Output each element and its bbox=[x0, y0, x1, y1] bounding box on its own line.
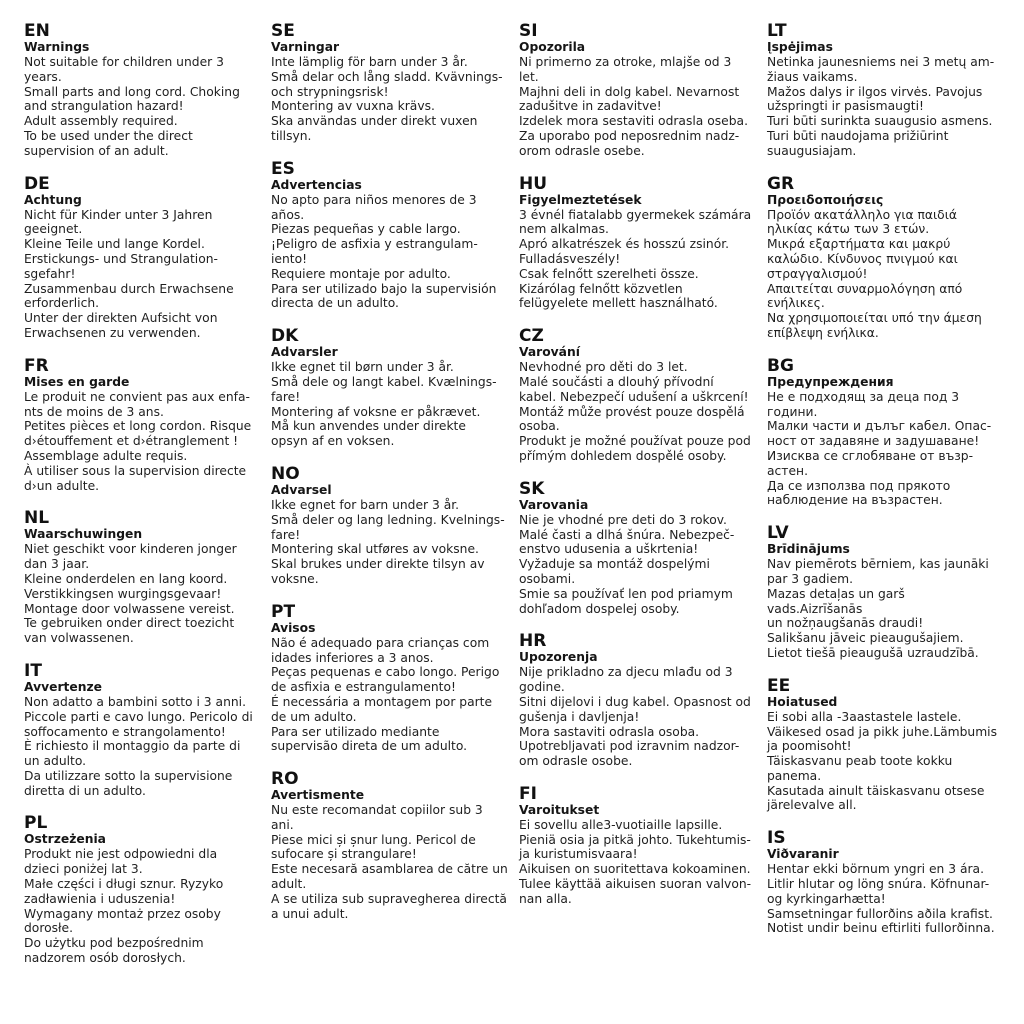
warning-line: Skal brukes under direkte tilsyn av bbox=[271, 557, 485, 572]
language-code: DK bbox=[271, 326, 299, 347]
warning-line: Unter der direkten Aufsicht von bbox=[24, 311, 218, 326]
warning-line: Upotrebljavati pod izravnim nadzor- bbox=[519, 739, 740, 754]
warning-line: Nu este recomandat copiilor sub 3 bbox=[271, 803, 483, 818]
warning-line: Malé součásti a dlouhý přívodní bbox=[519, 374, 714, 389]
language-code: PT bbox=[271, 601, 296, 622]
warning-heading: Warnings bbox=[24, 40, 90, 54]
warning-line: наблюдение на възрастен. bbox=[767, 493, 943, 508]
warning-line: Tulee käyttää aikuisen suoran valvon- bbox=[519, 877, 752, 892]
warning-text bbox=[519, 665, 759, 769]
warning-line: og kyrkingarhætta! bbox=[767, 891, 886, 906]
warning-section-nl bbox=[24, 509, 263, 646]
warning-line: directa de un adulto. bbox=[271, 296, 399, 311]
language-code: HU bbox=[519, 173, 548, 194]
warning-line: Fulladásveszély! bbox=[519, 251, 621, 266]
warning-line: Малки части и дълъг кабел. Опас- bbox=[767, 419, 992, 434]
warning-heading: Advertencias bbox=[271, 177, 362, 192]
warning-line: Litlir hlutar og löng snúra. Köfnunar- bbox=[767, 877, 990, 892]
warning-line: Väikesed osad ja pikk juhe.Lämbumis bbox=[767, 724, 998, 739]
warning-line: d›un adulte. bbox=[24, 478, 100, 493]
language-column-2 bbox=[271, 22, 519, 1024]
warning-section-ro bbox=[271, 770, 511, 921]
warning-line: žiaus vaikams. bbox=[767, 69, 858, 84]
warning-line: Mažos dalys ir ilgos virvės. Pavojus bbox=[767, 84, 983, 99]
warning-line: Nevhodné pro děti do 3 let. bbox=[519, 360, 688, 375]
warning-line: Montage door volwassene vereist. bbox=[24, 601, 235, 616]
warning-text bbox=[767, 390, 999, 508]
warning-line: Piccole parti e cavo lungo. Pericolo di bbox=[24, 709, 253, 724]
warning-line: στραγγαλισμού! bbox=[767, 266, 868, 281]
warning-heading: Varningar bbox=[271, 40, 340, 54]
warning-line: 3 évnél fiatalabb gyermekek számára bbox=[519, 207, 752, 222]
warning-text bbox=[24, 695, 263, 799]
warning-heading: Advarsler bbox=[271, 345, 338, 360]
warning-line: un adulto. bbox=[24, 754, 87, 769]
warning-line: idades inferiores a 3 anos. bbox=[271, 650, 434, 665]
warning-line: Piese mici și șnur lung. Pericol de bbox=[271, 832, 476, 847]
warning-text bbox=[24, 542, 263, 646]
warning-line: Wymagany montaż przez osoby bbox=[24, 906, 221, 921]
warning-text bbox=[767, 208, 999, 341]
warning-line: gušenja i davljenja! bbox=[519, 709, 640, 724]
warning-line: Sitni dijelovi i dug kabel. Opasnost od bbox=[519, 694, 751, 709]
warning-text bbox=[271, 193, 511, 311]
warning-line: Hentar ekki börnum yngri en 3 ára. bbox=[767, 862, 984, 877]
warning-line: Para ser utilizado bajo la supervisión bbox=[271, 281, 497, 296]
warning-line: soffocamento e strangolamento! bbox=[24, 724, 226, 739]
warning-line: No apto para niños menores de 3 bbox=[271, 192, 477, 207]
warning-line: Täiskasvanu peab toote kokku bbox=[767, 754, 953, 769]
warning-line: suaugusiajam. bbox=[767, 143, 857, 158]
warning-heading: Advarsel bbox=[271, 482, 332, 497]
warning-line: Kizárólag felnőtt közvetlen bbox=[519, 281, 683, 296]
warning-section-se bbox=[271, 22, 511, 144]
warning-line: och strypningsrisk! bbox=[271, 84, 389, 99]
warning-section-bg bbox=[767, 357, 999, 508]
warning-line: Piezas pequeñas y cable largo. bbox=[271, 222, 461, 237]
language-code: FI bbox=[519, 783, 537, 804]
warning-line: Turi būti naudojama prižiūrint bbox=[767, 128, 949, 143]
warning-line: Απαιτείται συναρμολόγηση από bbox=[767, 281, 963, 296]
warning-line: Nav piemērots bērniem, kas jaunāki bbox=[767, 557, 989, 572]
warning-text bbox=[519, 360, 759, 464]
warning-line: Erwachsenen zu verwenden. bbox=[24, 325, 201, 340]
warning-line: Да се използва под прякото bbox=[767, 478, 951, 493]
warning-section-lv bbox=[767, 524, 999, 661]
warning-line: Ska användas under direkt vuxen bbox=[271, 114, 478, 129]
warning-line: години. bbox=[767, 404, 818, 419]
warning-line: van volwassenen. bbox=[24, 631, 134, 646]
warning-text bbox=[767, 55, 999, 159]
warning-line: de um adulto. bbox=[271, 709, 357, 724]
warning-line: geeignet. bbox=[24, 222, 83, 237]
warning-text bbox=[24, 847, 263, 965]
warning-text bbox=[767, 710, 999, 814]
warning-line: Nije prikladno za djecu mlađu od 3 bbox=[519, 665, 733, 680]
warning-line: Para ser utilizado mediante bbox=[271, 724, 440, 739]
warning-line: enstvo udusenia a uškrtenia! bbox=[519, 542, 699, 557]
warning-line: Do użytku pod bezpośrednim bbox=[24, 936, 204, 951]
warning-line: om odrasle osobe. bbox=[519, 754, 633, 769]
warning-line: years. bbox=[24, 69, 62, 84]
warning-line: Turi būti surinkta suaugusio asmens. bbox=[767, 114, 993, 129]
warning-line: Assemblage adulte requis. bbox=[24, 448, 188, 463]
warning-line: ενήλικες. bbox=[767, 296, 825, 311]
warning-line: Produkt nie jest odpowiedni dla bbox=[24, 847, 218, 862]
warning-line: Små delar och lång sladd. Kvävnings- bbox=[271, 69, 503, 84]
warning-line: erforderlich. bbox=[24, 296, 100, 311]
language-code: DE bbox=[24, 173, 50, 194]
warning-line: fare! bbox=[271, 527, 301, 542]
warning-line: Samsetningar fullorðins aðila krafist. bbox=[767, 906, 993, 921]
warning-line: Nicht für Kinder unter 3 Jahren bbox=[24, 207, 213, 222]
warning-line: osobami. bbox=[519, 571, 576, 586]
warning-text bbox=[519, 818, 759, 907]
warning-line: un nožņaugšanās draudi! bbox=[767, 616, 924, 631]
warning-heading: Varoitukset bbox=[519, 802, 600, 817]
warning-line: A se utiliza sub supravegherea directă bbox=[271, 891, 507, 906]
warning-line: Izdelek mora sestaviti odrasla oseba. bbox=[519, 114, 748, 129]
warning-section-no bbox=[271, 465, 511, 587]
warning-line: Não é adequado para crianças com bbox=[271, 635, 490, 650]
warning-heading: Avertismente bbox=[271, 788, 365, 803]
warning-section-dk bbox=[271, 327, 511, 449]
warning-line: Mora sastaviti odrasla osoba. bbox=[519, 724, 700, 739]
language-code: EN bbox=[24, 21, 50, 41]
warning-line: ¡Peligro de asfixia y estrangulam- bbox=[271, 237, 478, 252]
warning-line: Montering af voksne er påkrævet. bbox=[271, 404, 481, 419]
warning-line: Malé časti a dlhá šnúra. Nebezpeč- bbox=[519, 527, 735, 542]
language-code: NL bbox=[24, 508, 50, 529]
warning-line: ani. bbox=[271, 817, 294, 832]
warning-line: fare! bbox=[271, 389, 301, 404]
warning-line: επίβλεψη ενήλικα. bbox=[767, 325, 879, 340]
warning-line: Ni primerno za otroke, mlajše od 3 bbox=[519, 55, 732, 69]
warning-section-fr bbox=[24, 357, 263, 494]
warning-line: ja kuristumisvaara! bbox=[519, 847, 638, 862]
warning-line: años. bbox=[271, 207, 305, 222]
language-code: SK bbox=[519, 478, 545, 499]
warning-line: Apró alkatrészek és hosszú zsinór. bbox=[519, 237, 730, 252]
language-code: CZ bbox=[519, 326, 544, 347]
language-code: HR bbox=[519, 631, 547, 652]
language-column-1 bbox=[24, 22, 271, 1024]
warning-line: Изисква се сглобяване от възр- bbox=[767, 448, 974, 463]
warning-line: Ikke egnet for barn under 3 år. bbox=[271, 497, 460, 512]
warning-section-pl bbox=[24, 814, 263, 965]
warning-line: a unui adult. bbox=[271, 906, 349, 921]
warning-line: supervisão direta de um adulto. bbox=[271, 739, 468, 754]
warning-line: To be used under the direct bbox=[24, 128, 193, 143]
warning-line: iento! bbox=[271, 251, 308, 266]
warning-line: dan 3 jaar. bbox=[24, 557, 90, 572]
warning-section-it bbox=[24, 662, 263, 799]
warning-heading: Achtung bbox=[24, 192, 82, 207]
warning-section-fi bbox=[519, 785, 759, 907]
warning-line: É necessária a montagem por parte bbox=[271, 694, 493, 709]
warning-section-hr bbox=[519, 632, 759, 769]
warning-text bbox=[271, 803, 511, 921]
warning-line: orom odrasle osebe. bbox=[519, 143, 645, 158]
warning-line: zadławienia i uduszenia! bbox=[24, 891, 176, 906]
warning-line: Aikuisen on suoritettava kokoaminen. bbox=[519, 862, 751, 877]
language-code: GR bbox=[767, 173, 795, 194]
warning-line: and strangulation hazard! bbox=[24, 99, 184, 114]
warning-text bbox=[271, 360, 511, 449]
warning-line: d›étouffement et d›étranglement ! bbox=[24, 434, 239, 449]
warning-line: Μικρά εξαρτήματα και μακρύ bbox=[767, 237, 951, 252]
warning-line: À utiliser sous la supervision directe bbox=[24, 463, 247, 478]
warning-section-en bbox=[24, 22, 263, 159]
warning-line: астен. bbox=[767, 463, 808, 478]
language-code: EE bbox=[767, 675, 791, 696]
warning-line: Te gebruiken onder direct toezicht bbox=[24, 616, 235, 631]
warning-line: tillsyn. bbox=[271, 128, 312, 143]
warning-text bbox=[767, 557, 999, 661]
warning-line: καλώδιο. Κίνδυνος πνιγμού και bbox=[767, 251, 958, 266]
warning-line: Le produit ne convient pas aux enfa- bbox=[24, 389, 250, 404]
warning-line: panema. bbox=[767, 768, 822, 783]
warning-line: sgefahr! bbox=[24, 266, 76, 281]
warning-line: Małe części i długi sznur. Ryzyko bbox=[24, 877, 224, 892]
language-code: LV bbox=[767, 523, 789, 544]
warning-line: Προϊόν ακατάλληλο για παιδιά bbox=[767, 207, 957, 222]
warning-line: Este necesară asamblarea de către un bbox=[271, 862, 508, 877]
warning-line: Da utilizzare sotto la supervisione bbox=[24, 768, 233, 783]
warning-line: par 3 gadiem. bbox=[767, 571, 854, 586]
warning-text bbox=[24, 390, 263, 494]
warning-line: zadušitve in zadavitve! bbox=[519, 99, 662, 114]
warning-line: užspringti ir pasismaugti! bbox=[767, 99, 924, 114]
warning-line: Montering av vuxna krävs. bbox=[271, 99, 435, 114]
warning-heading: Upozorenja bbox=[519, 650, 598, 665]
warning-line: dohľadom dospelej osoby. bbox=[519, 601, 680, 616]
warning-line: Verstikkingsen wurgingsgevaar! bbox=[24, 586, 222, 601]
warning-line: Produkt je možné používat pouze pod bbox=[519, 434, 751, 449]
warning-line: Mazas detaļas un garš vads.Aizrīšanās bbox=[767, 586, 909, 616]
warning-line: Montáž může provést pouze dospělá bbox=[519, 404, 745, 419]
warning-line: Inte lämplig för barn under 3 år. bbox=[271, 55, 468, 69]
warning-line: let. bbox=[519, 69, 539, 84]
warning-section-hu bbox=[519, 175, 759, 312]
warning-section-si bbox=[519, 22, 759, 159]
warning-heading: Viðvaranir bbox=[767, 847, 839, 862]
warning-line: de asfixia e estrangulamento! bbox=[271, 680, 456, 695]
warning-heading: Varovania bbox=[519, 497, 589, 512]
language-code: SI bbox=[519, 21, 538, 41]
language-code: LT bbox=[767, 21, 787, 41]
warning-line: Za uporabo pod neposrednim nadz- bbox=[519, 128, 740, 143]
warning-line: diretta di un adulto. bbox=[24, 783, 146, 798]
language-code: IS bbox=[767, 828, 786, 849]
warning-line: Kleine onderdelen en lang koord. bbox=[24, 571, 228, 586]
warning-heading: Προειδοποιήσεις bbox=[767, 192, 884, 207]
warning-heading: Avvertenze bbox=[24, 679, 102, 694]
language-code: IT bbox=[24, 660, 42, 681]
warning-line: nan alla. bbox=[519, 891, 572, 906]
warning-line: Ei sobi alla -3aastastele lastele. bbox=[767, 709, 962, 724]
warning-line: ja poomisoht! bbox=[767, 739, 852, 754]
warning-line: Ikke egnet til børn under 3 år. bbox=[271, 360, 454, 375]
warning-heading: Mises en garde bbox=[24, 374, 130, 389]
language-code: SE bbox=[271, 21, 295, 41]
warning-text bbox=[519, 208, 759, 312]
warning-heading: Ostrzeżenia bbox=[24, 832, 106, 847]
warning-line: Small parts and long cord. Choking bbox=[24, 84, 240, 99]
warning-line: Smie sa používať len pod priamym bbox=[519, 586, 733, 601]
warning-line: nts de moins de 3 ans. bbox=[24, 404, 164, 419]
warning-text bbox=[24, 55, 263, 159]
warning-text bbox=[271, 55, 511, 144]
language-code: NO bbox=[271, 463, 300, 484]
warning-line: ηλικίας κάτω των 3 ετών. bbox=[767, 222, 930, 237]
warning-line: Erstickungs- und Strangulation- bbox=[24, 251, 218, 266]
warning-heading: Waarschuwingen bbox=[24, 527, 143, 542]
warning-line: Pieniä osia ja pitkä johto. Tukehtumis- bbox=[519, 832, 751, 847]
warning-line: přímým dohledem dospělé osoby. bbox=[519, 448, 727, 463]
warning-heading: Hoiatused bbox=[767, 694, 838, 709]
warning-line: Montering skal utføres av voksne. bbox=[271, 542, 479, 557]
warning-line: Niet geschikt voor kinderen jonger bbox=[24, 542, 237, 557]
warning-heading: Figyelmeztetések bbox=[519, 192, 642, 207]
warning-line: Små deler og lang ledning. Kvelnings- bbox=[271, 512, 505, 527]
warning-line: ност от задавяне и задушаване! bbox=[767, 434, 980, 449]
warning-line: järelevalve all. bbox=[767, 798, 857, 813]
language-column-3 bbox=[519, 22, 767, 1024]
warning-line: Non adatto a bambini sotto i 3 anni. bbox=[24, 694, 246, 709]
language-column-4 bbox=[767, 22, 1007, 1024]
language-code: BG bbox=[767, 355, 794, 376]
warning-text bbox=[24, 208, 263, 341]
warning-line: Requiere montaje por adulto. bbox=[271, 266, 451, 281]
warning-line: Kasutada ainult täiskasvanu otsese bbox=[767, 783, 985, 798]
warning-heading: Brīdinājums bbox=[767, 542, 850, 557]
warning-text bbox=[767, 862, 999, 936]
warning-heading: Varování bbox=[519, 345, 580, 360]
warning-line: Να χρησιμοποιείται υπό την άμεση bbox=[767, 311, 982, 326]
warning-line: Не е подходящ за деца под 3 bbox=[767, 389, 960, 404]
language-code: FR bbox=[24, 355, 49, 376]
warning-line: kabel. Nebezpečí udušení a uškrcení! bbox=[519, 389, 749, 404]
warning-line: Ei sovellu alle3-vuotiaille lapsille. bbox=[519, 817, 723, 832]
warning-section-pt bbox=[271, 603, 511, 754]
warning-line: dorosłe. bbox=[24, 921, 74, 936]
warning-line: sufocare și strangulare! bbox=[271, 847, 417, 862]
warning-text bbox=[271, 498, 511, 587]
warning-line: dzieci poniżej lat 3. bbox=[24, 862, 143, 877]
warning-line: Adult assembly required. bbox=[24, 114, 178, 129]
warning-line: Peças pequenas e cabo longo. Perigo bbox=[271, 665, 500, 680]
warning-section-es bbox=[271, 160, 511, 311]
warning-section-is bbox=[767, 829, 999, 936]
language-code: ES bbox=[271, 158, 295, 179]
warning-line: Vyžaduje sa montáž dospelými bbox=[519, 557, 710, 572]
warning-line: Salikšanu jāveic pieaugušajiem. bbox=[767, 631, 964, 646]
warning-section-cz bbox=[519, 327, 759, 464]
warning-text bbox=[271, 636, 511, 754]
language-code: PL bbox=[24, 813, 48, 834]
warning-heading: Įspėjimas bbox=[767, 40, 833, 54]
warning-heading: Opozorila bbox=[519, 40, 586, 54]
warning-line: Små dele og langt kabel. Kvælnings- bbox=[271, 374, 497, 389]
warning-section-gr bbox=[767, 175, 999, 341]
warning-line: osoba. bbox=[519, 419, 560, 434]
warning-line: Notist undir beinu eftirliti fullorðinna. bbox=[767, 921, 995, 936]
warning-line: Lietot tiešā pieaugušā uzraudzībā. bbox=[767, 645, 979, 660]
warning-line: Nie je vhodné pre deti do 3 rokov. bbox=[519, 512, 727, 527]
warning-heading: Avisos bbox=[271, 620, 316, 635]
warning-heading: Предупреждения bbox=[767, 374, 894, 389]
warning-line: Må kun anvendes under direkte bbox=[271, 419, 466, 434]
warning-line: Kleine Teile und lange Kordel. bbox=[24, 237, 205, 252]
warning-text bbox=[519, 513, 759, 617]
warning-line: Zusammenbau durch Erwachsene bbox=[24, 281, 234, 296]
warning-line: È richiesto il montaggio da parte di bbox=[24, 739, 241, 754]
warning-line: supervision of an adult. bbox=[24, 143, 169, 158]
warning-line: Netinka jaunesniems nei 3 metų am- bbox=[767, 55, 995, 69]
language-code: RO bbox=[271, 769, 299, 790]
warning-text bbox=[519, 55, 759, 159]
warning-line: Majhni deli in dolg kabel. Nevarnost bbox=[519, 84, 740, 99]
warning-line: felügyelete mellett használható. bbox=[519, 296, 718, 311]
warning-line: opsyn af en voksen. bbox=[271, 434, 395, 449]
warning-line: godine. bbox=[519, 680, 565, 695]
warning-section-ee bbox=[767, 677, 999, 814]
warning-line: Csak felnőtt szerelheti össze. bbox=[519, 266, 699, 281]
warning-line: adult. bbox=[271, 877, 307, 892]
warning-section-lt bbox=[767, 22, 999, 159]
warning-line: Not suitable for children under 3 bbox=[24, 55, 224, 69]
warning-line: voksne. bbox=[271, 571, 319, 586]
warning-line: nem alkalmas. bbox=[519, 222, 609, 237]
warning-line: nadzorem osób dorosłych. bbox=[24, 951, 186, 966]
warning-section-sk bbox=[519, 480, 759, 617]
warning-line: Petites pièces et long cordon. Risque bbox=[24, 419, 252, 434]
warning-section-de bbox=[24, 175, 263, 341]
